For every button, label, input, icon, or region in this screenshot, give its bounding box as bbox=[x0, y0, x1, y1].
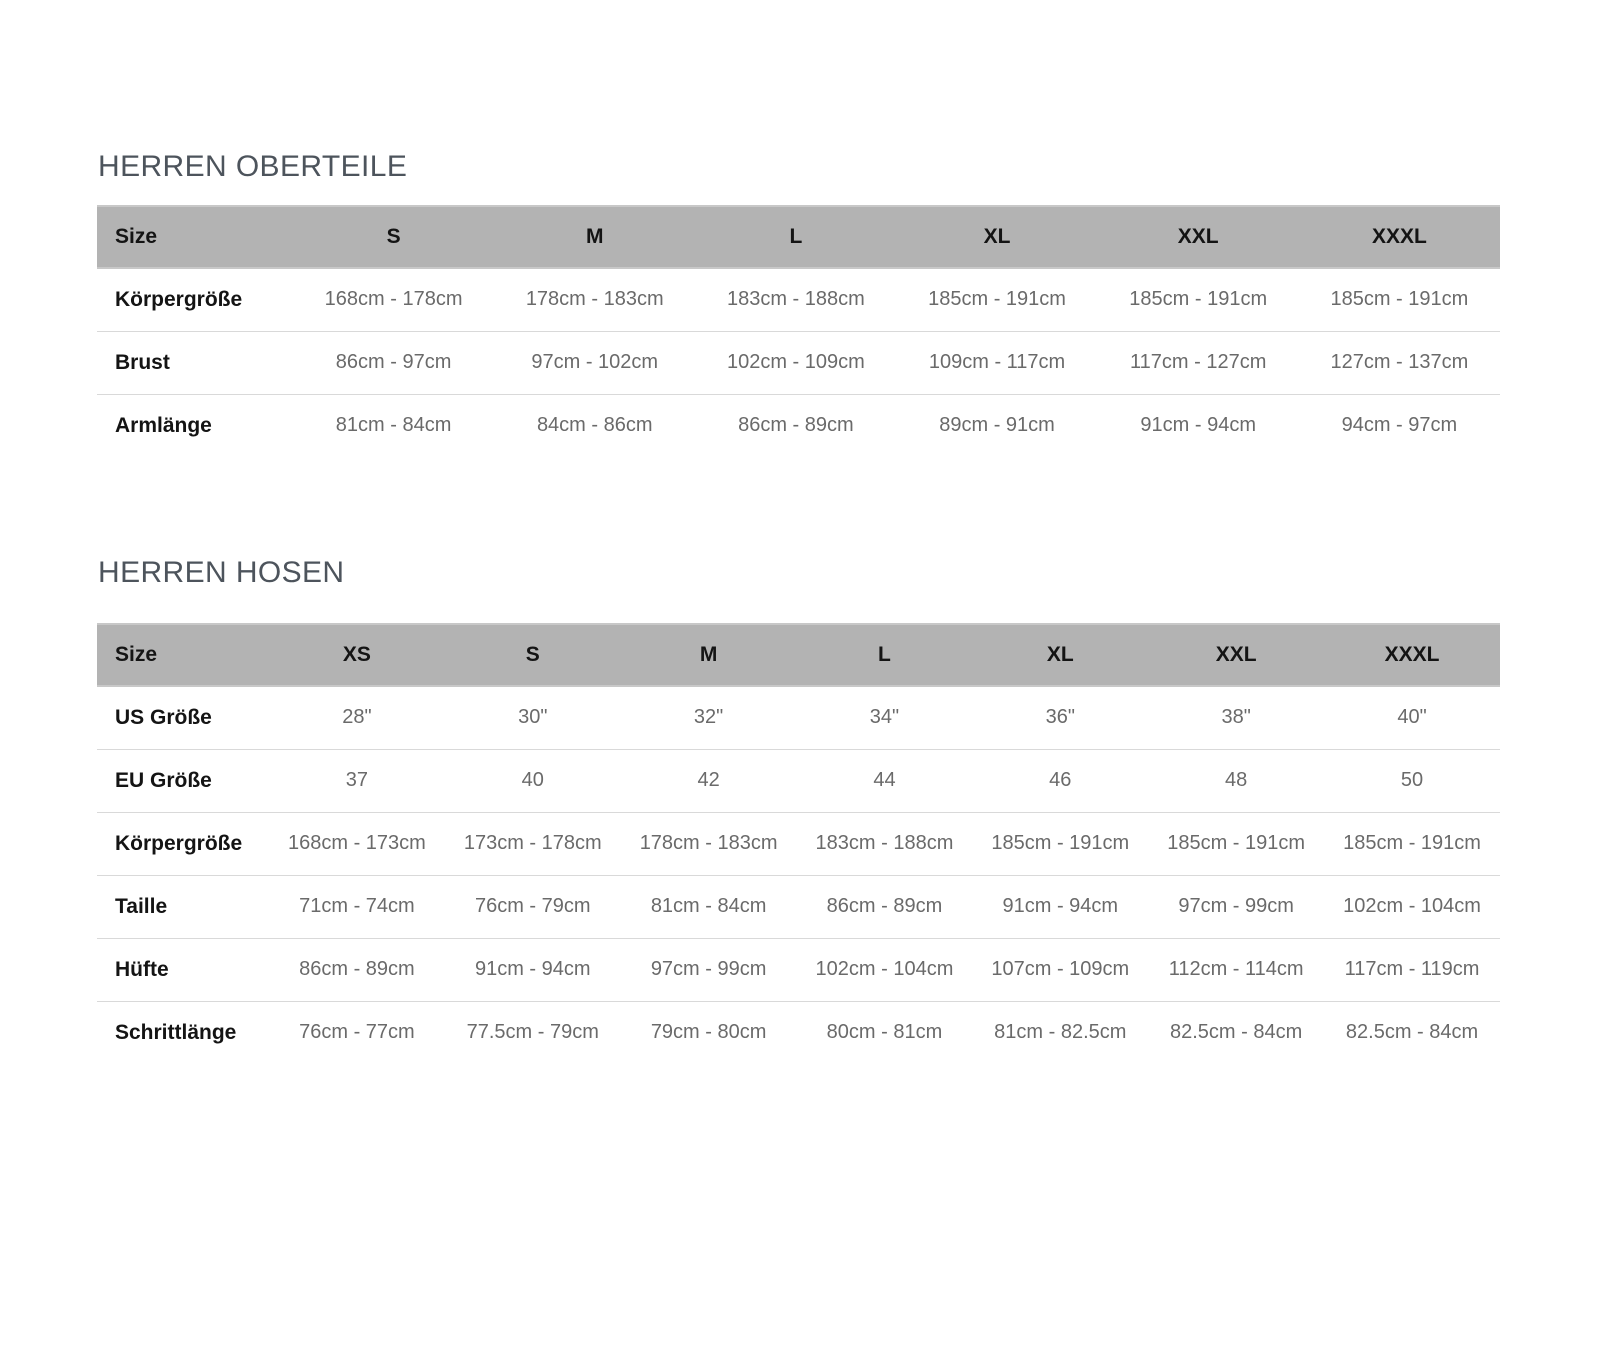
table-row bbox=[97, 812, 1500, 875]
size-value-cell: 36" bbox=[1045, 706, 1075, 729]
column-header-size: Size bbox=[97, 206, 293, 268]
column-header-s: S bbox=[293, 206, 494, 268]
size-value-cell: 97cm - 99cm bbox=[1148, 875, 1324, 938]
size-value-cell: 91cm - 94cm bbox=[445, 938, 621, 1001]
size-value-cell: 50 bbox=[1324, 749, 1500, 812]
size-value-cell: 183cm - 188cm bbox=[726, 288, 865, 311]
row-label: Taille bbox=[97, 875, 269, 938]
column-header-xl: XL bbox=[896, 206, 1097, 268]
table-row bbox=[97, 938, 1500, 1001]
size-value-cell: 97cm - 99cm bbox=[621, 938, 797, 1001]
table-row bbox=[97, 749, 1500, 812]
size-value-cell: 185cm - 191cm bbox=[928, 288, 1066, 311]
size-value-cell: 40" bbox=[1397, 706, 1427, 729]
size-value-cell: 127cm - 137cm bbox=[1299, 331, 1500, 394]
column-header-xxl: XXL bbox=[1098, 206, 1299, 268]
size-value-cell: 102cm - 109cm bbox=[695, 331, 896, 394]
section-herren-hosen bbox=[97, 555, 1500, 1064]
size-value-cell: 185cm - 191cm bbox=[1129, 288, 1268, 311]
size-value-cell: 86cm - 89cm bbox=[269, 938, 445, 1001]
size-guide-page bbox=[0, 149, 1600, 1064]
size-value-cell: 71cm - 74cm bbox=[269, 875, 445, 938]
size-value-cell: 168cm - 178cm bbox=[324, 288, 463, 311]
size-value-cell: 183cm - 188cm bbox=[797, 812, 973, 875]
size-value-cell: 80cm - 81cm bbox=[797, 1001, 973, 1064]
column-header-size: Size bbox=[97, 624, 269, 686]
table-row bbox=[97, 875, 1500, 938]
size-value-cell: 76cm - 77cm bbox=[269, 1001, 445, 1064]
section-title-herren-hosen: HERREN HOSEN bbox=[98, 556, 345, 589]
column-header-xxl: XXL bbox=[1148, 624, 1324, 686]
size-value-cell: 86cm - 89cm bbox=[797, 875, 973, 938]
row-label: Armlänge bbox=[97, 394, 293, 457]
size-value-cell: 117cm - 119cm bbox=[1324, 938, 1500, 1001]
size-value-cell: 107cm - 109cm bbox=[972, 938, 1148, 1001]
size-value-cell: 84cm - 86cm bbox=[494, 394, 695, 457]
size-header-row bbox=[97, 206, 1500, 268]
column-header-m: M bbox=[621, 624, 797, 686]
size-value-cell: 86cm - 89cm bbox=[695, 394, 896, 457]
size-value-cell: 102cm - 104cm bbox=[797, 938, 973, 1001]
size-value-cell: 89cm - 91cm bbox=[896, 394, 1097, 457]
size-value-cell: 185cm - 191cm bbox=[1324, 812, 1500, 875]
size-value-cell: 40 bbox=[445, 749, 621, 812]
size-value-cell: 117cm - 127cm bbox=[1098, 331, 1299, 394]
size-value-cell: 91cm - 94cm bbox=[972, 875, 1148, 938]
size-chart-table-hosen bbox=[97, 623, 1500, 1064]
size-value-cell: 42 bbox=[621, 749, 797, 812]
size-value-cell: 44 bbox=[797, 749, 973, 812]
size-value-cell: 32" bbox=[693, 706, 724, 729]
column-header-xs: XS bbox=[269, 624, 445, 686]
size-value-cell: 178cm - 183cm bbox=[525, 288, 664, 311]
row-label: Hüfte bbox=[97, 938, 269, 1001]
size-value-cell: 38" bbox=[1221, 706, 1251, 729]
size-value-cell: 102cm - 104cm bbox=[1324, 875, 1500, 938]
size-value-cell: 91cm - 94cm bbox=[1098, 394, 1299, 457]
size-value-cell: 28" bbox=[342, 706, 372, 729]
size-value-cell: 76cm - 79cm bbox=[445, 875, 621, 938]
size-value-cell: 97cm - 102cm bbox=[494, 331, 695, 394]
column-header-xxxl: XXXL bbox=[1299, 206, 1500, 268]
size-value-cell: 34" bbox=[869, 706, 900, 729]
column-header-xl: XL bbox=[972, 624, 1148, 686]
size-value-cell: 173cm - 178cm bbox=[445, 812, 621, 875]
size-value-cell: 112cm - 114cm bbox=[1148, 938, 1324, 1001]
size-value-cell: 81cm - 82.5cm bbox=[972, 1001, 1148, 1064]
size-value-cell: 30" bbox=[518, 706, 548, 729]
size-value-cell: 81cm - 84cm bbox=[621, 875, 797, 938]
table-row bbox=[97, 1001, 1500, 1064]
column-header-l: L bbox=[797, 624, 973, 686]
size-value-cell: 79cm - 80cm bbox=[621, 1001, 797, 1064]
table-row bbox=[97, 268, 1500, 331]
size-value-cell: 77.5cm - 79cm bbox=[445, 1001, 621, 1064]
row-label: Schrittlänge bbox=[97, 1001, 269, 1064]
column-header-s: S bbox=[445, 624, 621, 686]
size-chart-table-oberteile bbox=[97, 205, 1500, 457]
column-header-xxxl: XXXL bbox=[1324, 624, 1500, 686]
size-value-cell: 94cm - 97cm bbox=[1299, 394, 1500, 457]
size-value-cell: 168cm - 173cm bbox=[269, 812, 445, 875]
size-value-cell: 109cm - 117cm bbox=[896, 331, 1097, 394]
row-label: Brust bbox=[97, 331, 293, 394]
row-label: Körpergröße bbox=[115, 287, 243, 311]
row-label: US Größe bbox=[115, 705, 212, 729]
size-value-cell: 86cm - 97cm bbox=[293, 331, 494, 394]
size-value-cell: 82.5cm - 84cm bbox=[1148, 1001, 1324, 1064]
section-herren-oberteile bbox=[97, 149, 1500, 457]
table-row bbox=[97, 394, 1500, 457]
row-label: EU Größe bbox=[97, 749, 269, 812]
size-value-cell: 81cm - 84cm bbox=[293, 394, 494, 457]
size-value-cell: 46 bbox=[972, 749, 1148, 812]
size-value-cell: 178cm - 183cm bbox=[621, 812, 797, 875]
size-value-cell: 82.5cm - 84cm bbox=[1324, 1001, 1500, 1064]
column-header-l: L bbox=[695, 206, 896, 268]
size-value-cell: 37 bbox=[269, 749, 445, 812]
size-value-cell: 185cm - 191cm bbox=[1330, 288, 1469, 311]
column-header-m: M bbox=[494, 206, 695, 268]
section-title-herren-oberteile: HERREN OBERTEILE bbox=[98, 150, 408, 183]
row-label: Körpergröße bbox=[97, 812, 269, 875]
size-value-cell: 185cm - 191cm bbox=[1148, 812, 1324, 875]
size-header-row bbox=[97, 624, 1500, 686]
size-value-cell: 185cm - 191cm bbox=[972, 812, 1148, 875]
table-row bbox=[97, 331, 1500, 394]
size-value-cell: 48 bbox=[1148, 749, 1324, 812]
table-row bbox=[97, 686, 1500, 749]
